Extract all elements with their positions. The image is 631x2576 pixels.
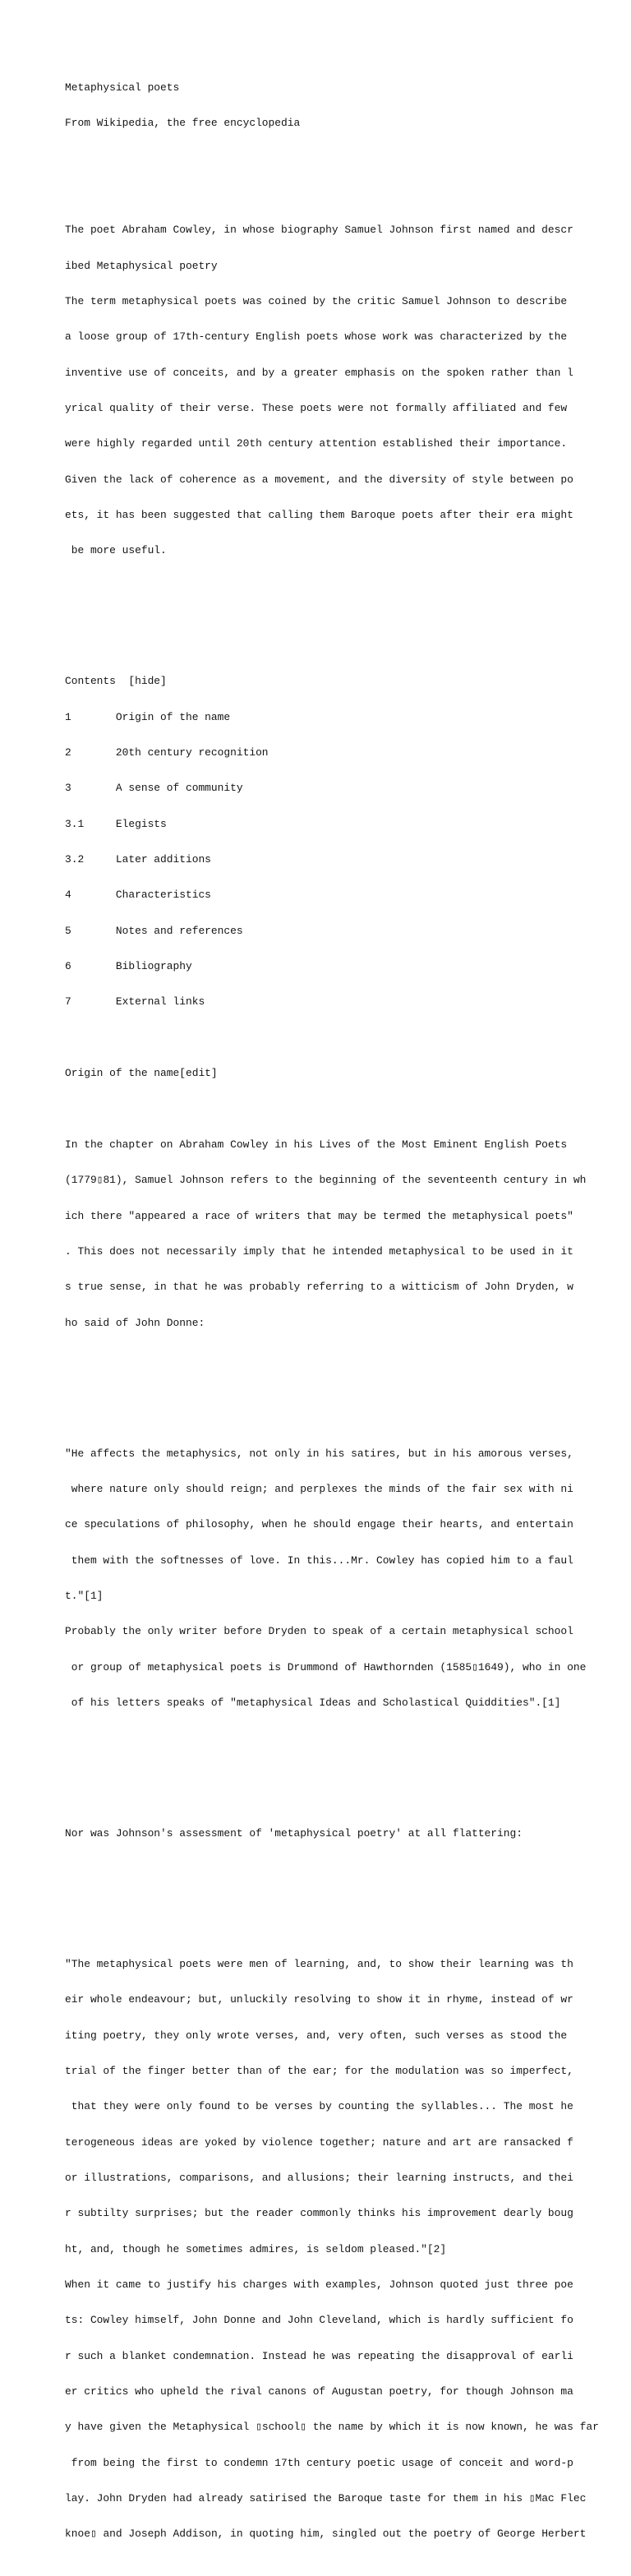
contents-item: 4 Characteristics bbox=[65, 889, 211, 902]
contents-header: Contents [hide] bbox=[65, 675, 167, 688]
contents-item: 3 A sense of community bbox=[65, 782, 243, 795]
contents-item: 3.1 Elegists bbox=[65, 817, 167, 830]
text-line: were highly regarded until 20th century attention established their importance. bbox=[65, 437, 568, 450]
text-line: be more useful. bbox=[65, 544, 167, 557]
johnson-quote bbox=[65, 1935, 624, 2564]
text-line: ts: Cowley himself, John Donne and John Cleveland, which is hardly sufficient fo bbox=[65, 2314, 573, 2327]
text-line: When it came to justify his charges with examples, Johnson quoted just three poe bbox=[65, 2278, 573, 2291]
text-line: r such a blanket condemnation. Instead he was repeating the disapproval of earli bbox=[65, 2349, 573, 2362]
text-line: t."[1] bbox=[65, 1589, 104, 1602]
text-line: ich there "appeared a race of writers that may be termed the metaphysical poets" bbox=[65, 1209, 573, 1222]
text-line: ets, it has been suggested that calling them Baroque poets after their era might bbox=[65, 509, 573, 522]
text-line: Nor was Johnson's assessment of 'metaphysical poetry' at all flattering: bbox=[65, 1826, 523, 1840]
document-subtitle: From Wikipedia, the free encyclopedia bbox=[65, 117, 301, 130]
text-line: where nature only should reign; and perplexes the minds of the fair sex with ni bbox=[65, 1482, 573, 1495]
text-line: yrical quality of their verse. These poets were not formally affiliated and few bbox=[65, 402, 568, 415]
origin-paragraph bbox=[65, 1115, 624, 1353]
text-line: them with the softnesses of love. In this...Mr. Cowley has copied him to a faul bbox=[65, 1553, 573, 1567]
text-line: that they were only found to be verses by counting the syllables... The most he bbox=[65, 2100, 573, 2113]
text-line: ht, and, though he sometimes admires, is seldom pleased."[2] bbox=[65, 2242, 447, 2255]
text-line: "He affects the metaphysics, not only in his satires, but in his amorous verses, bbox=[65, 1447, 573, 1460]
text-line: inventive use of conceits, and by a greater emphasis on the spoken rather than l bbox=[65, 366, 573, 379]
contents-item: 3.2 Later additions bbox=[65, 853, 211, 866]
text-line: from being the first to condemn 17th century poetic usage of conceit and word-p bbox=[65, 2456, 573, 2469]
contents-item: 1 Origin of the name bbox=[65, 710, 231, 723]
text-line: or illustrations, comparisons, and allusions; their learning instructs, and thei bbox=[65, 2171, 573, 2184]
text-line: (1779▯81), Samuel Johnson refers to the beginning of the seventeenth century in wh bbox=[65, 1174, 587, 1187]
text-line: Given the lack of coherence as a movement, and the diversity of style between po bbox=[65, 473, 573, 486]
text-line: knoe▯ and Joseph Addison, in quoting him, singled out the poetry of George Herbert bbox=[65, 2528, 587, 2541]
text-line: . This does not necessarily imply that he intended metaphysical to be used in it bbox=[65, 1244, 573, 1258]
text-line: The poet Abraham Cowley, in whose biography Samuel Johnson first named and descr bbox=[65, 224, 573, 237]
document-title: Metaphysical poets bbox=[65, 81, 180, 94]
blank-line bbox=[65, 1377, 624, 1388]
text-line: or group of metaphysical poets is Drummond of Hawthornden (1585▯1649), who in one bbox=[65, 1660, 587, 1673]
contents-item: 2 20th century recognition bbox=[65, 746, 269, 759]
text-line: Probably the only writer before Dryden to speak of a certain metaphysical school bbox=[65, 1625, 573, 1638]
text-line: The term metaphysical poets was coined by the critic Samuel Johnson to describe bbox=[65, 294, 568, 307]
blank-line bbox=[65, 605, 624, 616]
johnson-assessment bbox=[65, 1804, 624, 1863]
text-line: er critics who upheld the rival canons of Augustan poetry, for though Johnson ma bbox=[65, 2384, 573, 2398]
text-line: ibed Metaphysical poetry bbox=[65, 259, 218, 272]
text-line: In the chapter on Abraham Cowley in his Lives of the Most Eminent English Poets bbox=[65, 1138, 568, 1151]
blank-line bbox=[65, 154, 624, 165]
table-of-contents bbox=[65, 652, 624, 1032]
text-line: ho said of John Donne: bbox=[65, 1316, 205, 1329]
text-line: of his letters speaks of "metaphysical Ideas and Scholastical Quiddities".[1] bbox=[65, 1696, 561, 1709]
contents-item: 5 Notes and references bbox=[65, 924, 243, 937]
text-line: iting poetry, they only wrote verses, and, very often, such verses as stood the bbox=[65, 2029, 568, 2042]
section-heading: Origin of the name[edit] bbox=[65, 1067, 218, 1080]
contents-item: 6 Bibliography bbox=[65, 960, 192, 973]
text-line: a loose group of 17th-century English poets whose work was characterized by the bbox=[65, 330, 568, 344]
blank-line bbox=[65, 1757, 624, 1768]
text-line: s true sense, in that he was probably referring to a witticism of John Dryden, w bbox=[65, 1281, 573, 1294]
text-line: terogeneous ideas are yoked by violence together; nature and art are ransacked f bbox=[65, 2135, 573, 2149]
intro-paragraph bbox=[65, 201, 624, 580]
text-line: "The metaphysical poets were men of learning, and, to show their learning was th bbox=[65, 1957, 573, 1970]
dryden-quote bbox=[65, 1424, 624, 1733]
text-line: eir whole endeavour; but, unluckily resolving to show it in rhyme, instead of wr bbox=[65, 1993, 573, 2006]
text-line: ce speculations of philosophy, when he should engage their hearts, and entertain bbox=[65, 1518, 573, 1531]
blank-line bbox=[65, 1887, 624, 1899]
text-line: r subtilty surprises; but the reader commonly thinks his improvement dearly boug bbox=[65, 2207, 573, 2220]
text-line: y have given the Metaphysical ▯school▯ the name by which it is now known, he was far bbox=[65, 2421, 599, 2434]
document-page bbox=[65, 58, 624, 2576]
text-line: lay. John Dryden had already satirised the Baroque taste for them in his ▯Mac Flec bbox=[65, 2491, 587, 2504]
contents-item: 7 External links bbox=[65, 995, 205, 1009]
text-line: trial of the finger better than of the ear; for the modulation was so imperfect, bbox=[65, 2064, 573, 2077]
